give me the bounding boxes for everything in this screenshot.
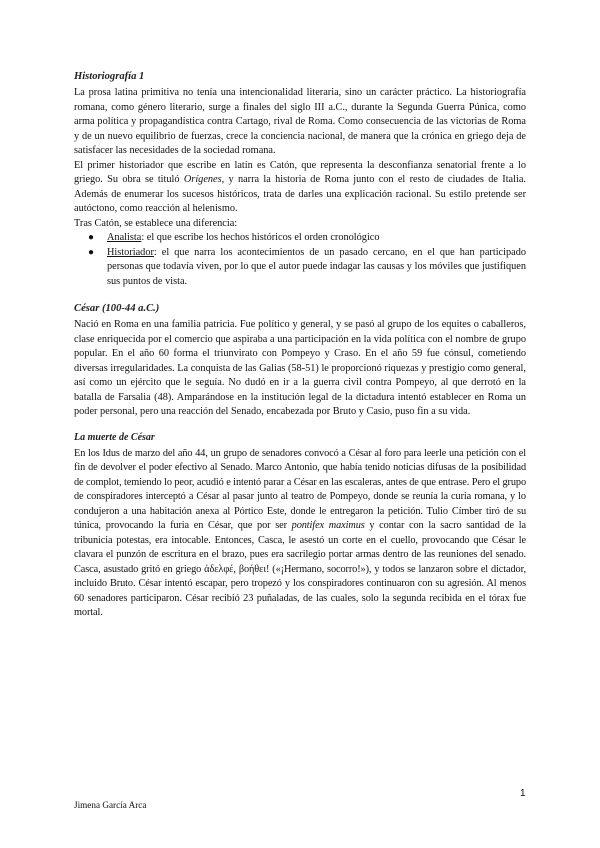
paragraph-prosa-latina: La prosa latina primitiva no tenía una intencionalidad literaria, sino un carácter práctico. La historiografía romana, como género literario, surge a finales del siglo III a.C., durante la Segunda Guerra Púnica, como arma política y propagandística contra Cartago, rival de Roma. Como consecuencia de las victorias de Roma y de un nuevo equilibrio de fuerzas, crece la conciencia nacional, de manera que la crónica en griego deja de satisfacer las necesidades de la sociedad romana. xyxy=(74,87,526,156)
term-pontifex-maximus: pontifex maximus xyxy=(291,520,365,531)
section-heading-historiografia: Historiografía 1 xyxy=(74,71,145,82)
paragraph-text: y contar con la sacro santidad de la tribunicia potestas, era intocable. Entonces, Casca, le asestó un corte en el cuello, provocando que César le clavara el punzón de escritura en el brazo, pues era sacrilegio portar armas dentro de las reuniones del senado. Casca, asustado gritó en griego ἀδελφέ, βοήθει! («¡Hermano, socorro!»), y todos se lanzaron sobre el dictador, incluido Bruto. César intentó escapar, pero tropezó y los conspiradores continuaron con su agresión. Al menos 60 senadores participaron. César recibió 23 puñaladas, de las cuales, solo la segunda recibida en el tórax fue mortal. xyxy=(74,520,526,618)
definition-list xyxy=(74,231,526,289)
paragraph-text: En los Idus de marzo del año 44, un grupo de senadores convocó a César al foro para leerle una petición con el fin de devolver el poder efectivo al Senado. Marco Antonio, que había tenido noticias difusas de la posibilidad de complot, temiendo lo peor, acudió e intentó parar a César en las escaleras, antes de que entrase. Pero el grupo de conspiradores interceptó a César al pasar junto al teatro de Pompeyo, donde se reunía la curia romana, y lo condujeron a una habitación anexa al Pórtico Este, donde le entregaron la petición. Tulio Címber tiró de su túnica, provocando la furia en César, que por ser xyxy=(74,447,526,531)
term-historiador: Historiador xyxy=(107,246,154,258)
bullet-icon: ● xyxy=(88,232,95,243)
paragraph-biografia-cesar: Nació en Roma en una familia patricia. Fue político y general, y se pasó al grupo de los equites o caballeros, clase enriquecida por el comercio que aspiraba a una participación en la vida política con el nombre de grupo popular. En el año 60 forma el triunvirato con Pompeyo y Craso. En el año 59 fue cónsul, cometiendo diversas irregularidades. La conquista de las Galias (58-51) le proporcionó riquezas y prestigio como general, así como un ejército que le seguía. No dudó en ir a la guerra civil contra Pompeyo, al que derrotó en la batalla de Farsalia (48). Amparándose en la institución legal de la dictadura intentó establecer en Roma un poder personal, pero una reacción del Senado, encabezada por Bruto y Casio, puso fin a su vida. xyxy=(74,319,526,417)
list-item-analista xyxy=(88,231,526,246)
list-item-historiador xyxy=(88,246,526,290)
section-heading-cesar: César (100-44 a.C.) xyxy=(74,303,160,314)
paragraph-text: , y narra la historia de Roma junto con el resto de ciudades de Italia. Además de enumerar los sucesos históricos, trata de darles una explicación racional. Su estilo pretende ser autóctono, como reacción al helenismo. xyxy=(74,174,526,214)
definition-text: : el que escribe los hechos históricos el orden cronológico xyxy=(141,232,380,243)
definition-text: : el que narra los acontecimientos de un pasado cercano, en el que han participado personas que todavía viven, por lo que el autor puede indagar las causas y los móviles que justifiquen sus puntos de vista. xyxy=(107,246,526,287)
page-number: 1 xyxy=(520,788,526,799)
work-title-origenes: Orígenes xyxy=(183,174,222,185)
bullet-icon: ● xyxy=(88,246,95,258)
paragraph-text: El primer historiador que escribe en latín es Catón, que representa la desconfianza senatorial frente a lo griego. Su obra se tituló xyxy=(74,159,526,185)
section-heading-muerte-cesar: La muerte de César xyxy=(74,431,155,443)
paragraph-muerte-cesar xyxy=(74,447,526,621)
term-analista: Analista xyxy=(107,232,142,243)
author-name: Jimena García Arca xyxy=(74,800,147,810)
paragraph-tras-caton: Tras Catón, se establece una diferencia: xyxy=(74,217,238,229)
paragraph-primer-historiador xyxy=(74,159,526,217)
document-body xyxy=(74,70,526,621)
